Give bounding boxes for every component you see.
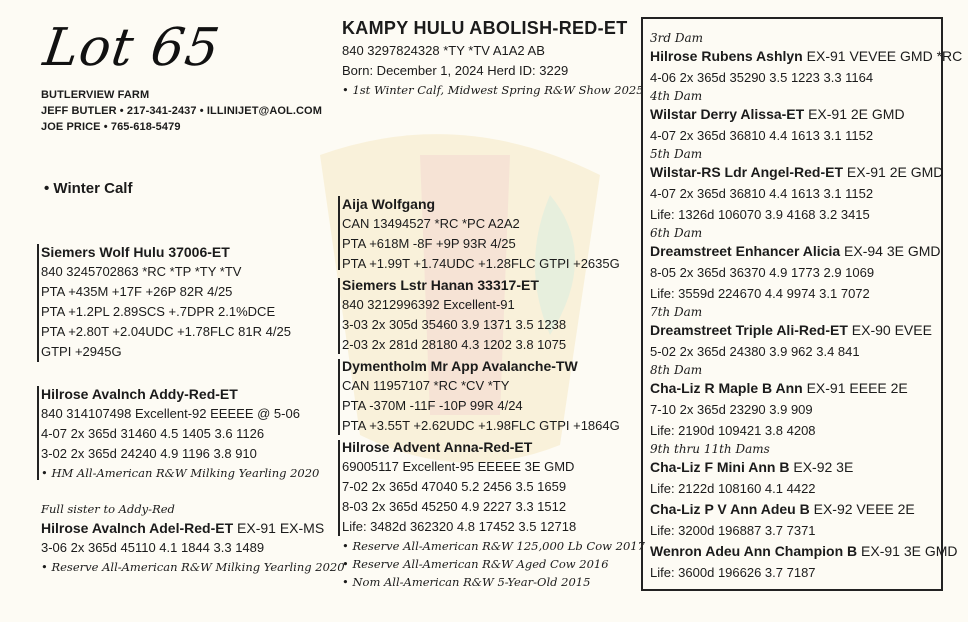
dam-record-line: 4-07 2x 365d 36810 4.4 1613 3.1 1152	[650, 128, 874, 143]
dam-generation: 8th Dam	[650, 363, 703, 377]
award-text: Reserve All-American R&W 125,000 Lb Cow 2017	[352, 539, 645, 553]
dam-line: 4-07 2x 365d 31460 4.5 1405 3.6 1126	[41, 426, 265, 441]
anna-name: Hilrose Advent Anna-Red-ET	[342, 439, 533, 455]
dam-line: 840 314107498 Excellent-92 EEEEE @ 5-06	[41, 406, 300, 421]
dam-name: Wilstar Derry Alissa-ET	[650, 106, 805, 122]
dam-classification: EX-94 3E GMD	[840, 243, 941, 259]
anna-award: • Reserve All-American R&W 125,000 Lb Cow 2017	[342, 539, 645, 553]
sire-line: PTA +435M +17F +26P 82R 4/25	[41, 284, 233, 299]
dam-classification: EX-91 EEEE 2E	[802, 380, 908, 396]
sire-block	[41, 242, 291, 362]
hanan-line: 2-03 2x 281d 28180 4.3 1202 3.8 1075	[342, 337, 567, 352]
lot-number-logo: Lot 65	[39, 18, 224, 78]
dam-rule	[37, 386, 39, 480]
aija-line: PTA +1.99T +1.74UDC +1.28FLC GTPI +2635G	[342, 256, 620, 271]
sire-line: 840 3245702863 *RC *TP *TY *TV	[41, 264, 242, 279]
animal-registration: 840 3297824328 *TY *TV A1A2 AB	[342, 43, 545, 58]
hanan-line: 3-03 2x 305d 35460 3.9 1371 3.5 1238	[342, 317, 567, 332]
contact-line-1: JEFF BUTLER • 217-341-2437 • ILLINIJET@AOL.COM	[41, 105, 322, 117]
sister-award: • Reserve All-American R&W Milking Yearling 2020	[41, 560, 345, 574]
animal-award: • 1st Winter Calf, Midwest Spring R&W Show 2025	[342, 83, 644, 97]
award-text: Reserve All-American R&W Aged Cow 2016	[352, 557, 609, 571]
animal-birth: Born: December 1, 2024 Herd ID: 3229	[342, 63, 569, 78]
dam-block	[41, 384, 319, 482]
dam-record-line: 4-06 2x 365d 35290 3.5 1223 3.3 1164	[650, 70, 874, 85]
dam-entry	[650, 541, 962, 583]
sister-name: Hilrose Avalnch Adel-Red-ET	[41, 520, 234, 536]
hanan-line: 840 3212996392 Excellent-91	[342, 297, 515, 312]
dam-generation: 3rd Dam	[650, 31, 704, 45]
aija-line: CAN 13494527 *RC *PC A2A2	[342, 216, 520, 231]
dam-name: Wilstar-RS Ldr Angel-Red-ET	[650, 164, 844, 180]
dam-entry	[650, 225, 962, 304]
avalanche-rule	[338, 359, 340, 435]
dam-record-line: Life: 2122d 108160 4.1 4422	[650, 481, 816, 496]
anna-line: 7-02 2x 365d 47040 5.2 2456 3.5 1659	[342, 479, 567, 494]
anna-line: 69005117 Excellent-95 EEEEE 3E GMD	[342, 459, 575, 474]
dam-entry	[650, 304, 962, 362]
anna-line: Life: 3482d 362320 4.8 17452 3.5 12718	[342, 519, 577, 534]
dam-record-line: 4-07 2x 365d 36810 4.4 1613 3.1 1152	[650, 186, 874, 201]
aija-rule	[338, 196, 340, 270]
anna-block	[342, 437, 645, 591]
dam-classification: EX-90 EVEE	[847, 322, 932, 338]
dam-entry	[650, 88, 962, 146]
avalanche-line: CAN 11957107 *RC *CV *TY	[342, 378, 510, 393]
anna-line: 8-03 2x 365d 45250 4.9 2227 3.3 1512	[342, 499, 567, 514]
dam-classification: EX-91 2E GMD	[804, 106, 905, 122]
farm-name: BUTLERVIEW FARM	[41, 89, 150, 101]
dam-award: • HM All-American R&W Milking Yearling 2020	[41, 466, 320, 480]
dam-record-line: 8-05 2x 365d 36370 4.9 1773 2.9 1069	[650, 265, 875, 280]
dam-classification: EX-92 3E	[789, 459, 854, 475]
aija-block	[342, 194, 620, 274]
dam-classification: EX-92 VEEE 2E	[809, 501, 915, 517]
calf-type: • Winter Calf	[44, 180, 133, 197]
dam-name: Hilrose Rubens Ashlyn	[650, 48, 803, 64]
sister-note: Full sister to Addy-Red	[41, 502, 175, 516]
dam-generation: 7th Dam	[650, 305, 703, 319]
lot-header	[342, 18, 644, 99]
farm-contact	[41, 87, 322, 135]
dam-record-line: 5-02 2x 365d 24380 3.9 962 3.4 841	[650, 344, 860, 359]
avalanche-block	[342, 356, 620, 436]
dam-entry	[650, 146, 962, 225]
sire-line: PTA +1.2PL 2.89SCS +.7DPR 2.1%DCE	[41, 304, 276, 319]
dam-name: Cha-Liz R Maple B Ann	[650, 380, 803, 396]
aija-line: PTA +618M -8F +9P 93R 4/25	[342, 236, 516, 251]
aija-name: Aija Wolfgang	[342, 196, 436, 212]
dam-record-line: Life: 1326d 106070 3.9 4168 3.2 3415	[650, 207, 870, 222]
sire-line: PTA +2.80T +2.04UDC +1.78FLC 81R 4/25	[41, 324, 291, 339]
dam-entry	[650, 362, 962, 441]
dam-classification: EX-91 2E GMD	[843, 164, 944, 180]
dam-generation: 4th Dam	[650, 89, 703, 103]
calf-type-label: Winter Calf	[53, 180, 133, 197]
animal-name: KAMPY HULU ABOLISH-RED-ET	[342, 18, 628, 38]
dam-classification: EX-91 VEVEE GMD *RC	[802, 48, 963, 64]
hanan-rule	[338, 278, 340, 354]
hanan-name: Siemers Lstr Hanan 33317-ET	[342, 277, 539, 293]
dam-entry	[650, 441, 962, 499]
anna-award: • Reserve All-American R&W Aged Cow 2016	[342, 557, 609, 571]
dam-generation: 9th thru 11th Dams	[650, 442, 770, 456]
dam-record-line: Life: 3200d 196887 3.7 7371	[650, 523, 816, 538]
dam-generation: 6th Dam	[650, 226, 703, 240]
hanan-block	[342, 275, 566, 355]
avalanche-name: Dymentholm Mr App Avalanche-TW	[342, 358, 578, 374]
dam-record-line: Life: 3600d 196626 3.7 7187	[650, 565, 816, 580]
dam-classification: EX-91 3E GMD	[857, 543, 958, 559]
dam-name: Wenron Adeu Ann Champion B	[650, 543, 858, 559]
dam-entry	[650, 499, 962, 541]
anna-rule	[338, 440, 340, 536]
anna-award: • Nom All-American R&W 5-Year-Old 2015	[342, 575, 591, 589]
dam-record-line: Life: 2190d 109421 3.8 4208	[650, 423, 816, 438]
dam-record-line: 7-10 2x 365d 23290 3.9 909	[650, 402, 813, 417]
dam-name: Dreamstreet Enhancer Alicia	[650, 243, 841, 259]
dam-name: Cha-Liz F Mini Ann B	[650, 459, 790, 475]
dam-pedigree-list	[650, 30, 962, 583]
sister-block	[41, 500, 345, 576]
award-text: Nom All-American R&W 5-Year-Old 2015	[352, 575, 591, 589]
sister-line: 3-06 2x 365d 45110 4.1 1844 3.3 1489	[41, 540, 265, 555]
sire-rule	[37, 244, 39, 362]
award-text: 1st Winter Calf, Midwest Spring R&W Show 2025	[352, 83, 644, 97]
contact-line-2: JOE PRICE • 765-618-5479	[41, 121, 181, 133]
avalanche-line: PTA +3.55T +2.62UDC +1.98FLC GTPI +1864G	[342, 418, 620, 433]
dam-name: Hilrose Avalnch Addy-Red-ET	[41, 386, 238, 402]
award-text: Reserve All-American R&W Milking Yearling 2020	[51, 560, 345, 574]
dam-line: 3-02 2x 365d 24240 4.9 1196 3.8 910	[41, 446, 257, 461]
sister-classification: EX-91 EX-MS	[233, 520, 325, 536]
avalanche-line: PTA -370M -11F -10P 99R 4/24	[342, 398, 523, 413]
dam-name: Dreamstreet Triple Ali-Red-ET	[650, 322, 848, 338]
award-text: HM All-American R&W Milking Yearling 2020	[51, 466, 320, 480]
sire-line: GTPI +2945G	[41, 344, 122, 359]
sire-name: Siemers Wolf Hulu 37006-ET	[41, 244, 230, 260]
dam-entry	[650, 30, 962, 88]
dam-record-line: Life: 3559d 224670 4.4 9974 3.1 7072	[650, 286, 870, 301]
dam-name: Cha-Liz P V Ann Adeu B	[650, 501, 810, 517]
dam-generation: 5th Dam	[650, 147, 703, 161]
